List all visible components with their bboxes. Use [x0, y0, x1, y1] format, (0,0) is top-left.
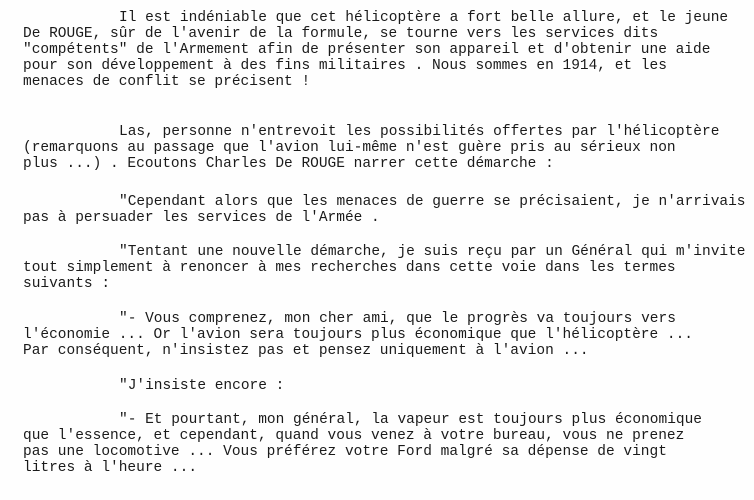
text-line: Par conséquent, n'insistez pas et pensez uniquement à l'avion ...	[23, 343, 589, 359]
text-line: "compétents" de l'Armement afin de présenter son appareil et d'obtenir une aide	[23, 42, 711, 58]
text-line: "J'insiste encore :	[119, 378, 285, 394]
text-line: pour son développement à des fins militaires . Nous sommes en 1914, et les	[23, 58, 667, 74]
paragraph-las-personne	[23, 124, 753, 172]
text-line: "Cependant alors que les menaces de guerre se précisaient, je n'arrivais	[119, 194, 746, 210]
text-line: Las, personne n'entrevoit les possibilités offertes par l'hélicoptère	[119, 124, 720, 140]
paragraph-quote-cependant	[23, 194, 753, 226]
paragraph-quote-j-insiste	[23, 378, 753, 394]
text-line: que l'essence, et cependant, quand vous venez à votre bureau, vous ne prenez	[23, 428, 685, 444]
paragraph-quote-tentant	[23, 244, 753, 292]
text-line: pas une locomotive ... Vous préférez votre Ford malgré sa dépense de vingt	[23, 444, 667, 460]
text-line: "- Vous comprenez, mon cher ami, que le progrès va toujours vers	[119, 311, 676, 327]
paragraph-quote-et-pourtant	[23, 412, 753, 476]
paragraph-quote-vous-comprenez	[23, 311, 753, 359]
text-line: "Tentant une nouvelle démarche, je suis reçu par un Général qui m'invite	[119, 244, 746, 260]
text-line: De ROUGE, sûr de l'avenir de la formule, se tourne vers les services dits	[23, 26, 659, 42]
text-line: tout simplement à renoncer à mes recherches dans cette voie dans les termes	[23, 260, 676, 276]
text-line: l'économie ... Or l'avion sera toujours plus économique que l'hélicoptère ...	[23, 327, 694, 343]
text-line: Il est indéniable que cet hélicoptère a fort belle allure, et le jeune	[119, 10, 729, 26]
text-line: menaces de conflit se précisent !	[23, 74, 311, 90]
text-line: suivants :	[23, 276, 111, 292]
paragraph-helicopter-intro	[23, 10, 753, 90]
text-line: pas à persuader les services de l'Armée .	[23, 210, 380, 226]
text-line: "- Et pourtant, mon général, la vapeur est toujours plus économique	[119, 412, 702, 428]
text-line: litres à l'heure ...	[23, 460, 198, 476]
text-line: plus ...) . Ecoutons Charles De ROUGE narrer cette démarche :	[23, 156, 554, 172]
text-line: (remarquons au passage que l'avion lui-même n'est guère pris au sérieux non	[23, 140, 676, 156]
